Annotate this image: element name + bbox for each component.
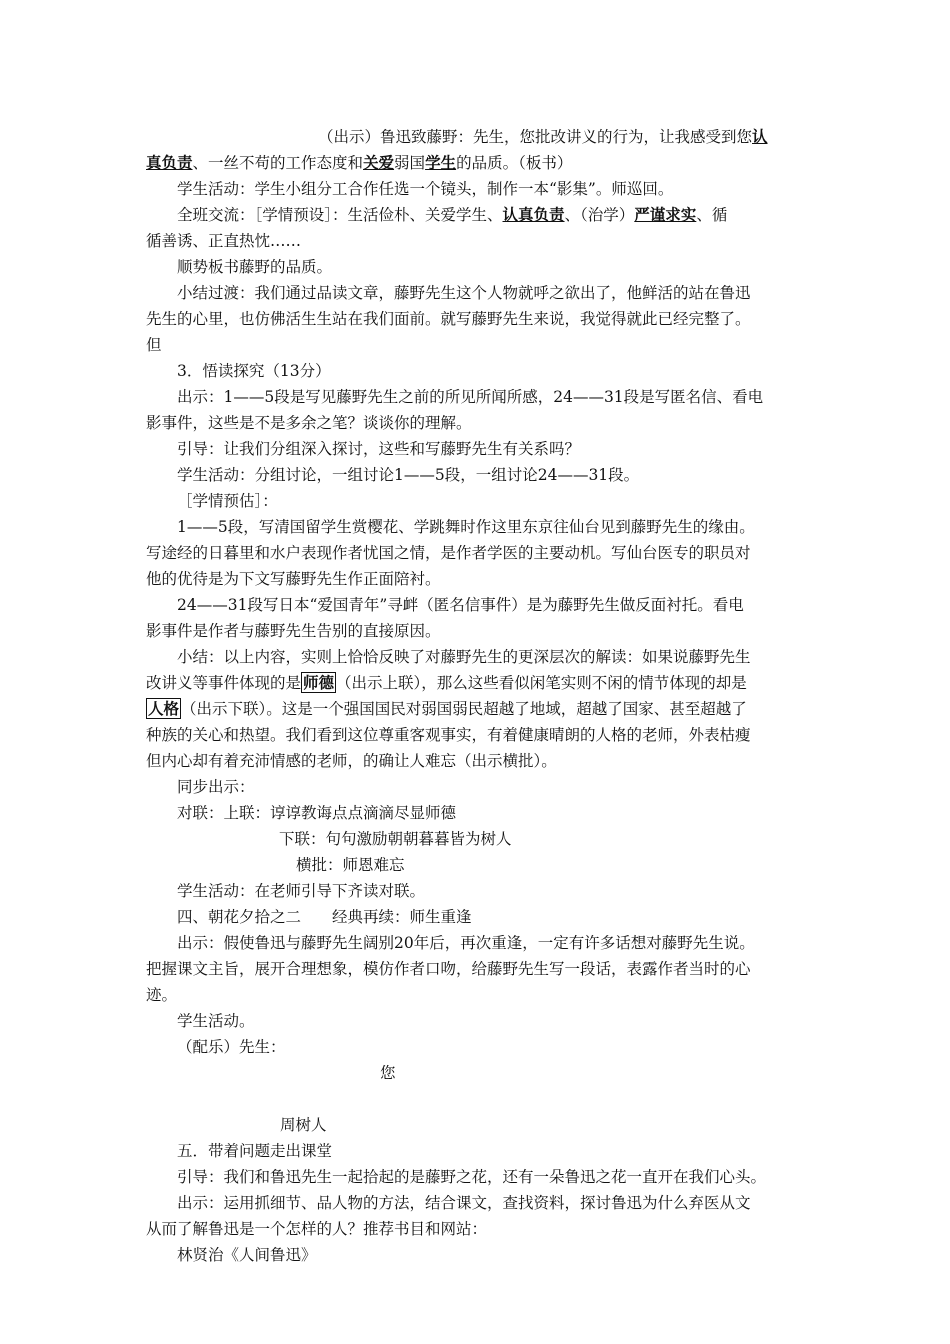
text-line: 您 <box>380 1064 396 1082</box>
text-line: 引导：我们和鲁迅先生一起拾起的是藤野之花，还有一朵鲁迅之花一直开在我们心头。 <box>177 1168 767 1186</box>
couplet-horizontal: 横批：师恩难忘 <box>296 856 405 874</box>
text-line: 迹。 <box>146 986 178 1004</box>
text-line: 全班交流：［学情预设］：生活俭朴、关爱学生、认真负责、（治学）严谨求实、循 <box>177 205 728 224</box>
emphasis-text: 学生 <box>425 153 457 172</box>
text-line: （出示）鲁迅致藤野：先生，您批改讲义的行为，让我感受到您认 <box>318 127 768 146</box>
signature-text: 周树人 <box>280 1116 327 1134</box>
text-line: 真负责、一丝不苟的工作态度和关爱弱国学生的品质。（板书） <box>146 153 573 172</box>
section-heading: 五．带着问题走出课堂 <box>177 1142 333 1160</box>
text-line: 出示：假使鲁迅与藤野先生阔别20年后，再次重逢，一定有许多话想对藤野先生说。 <box>177 934 755 952</box>
boxed-keyword: 人格 <box>148 699 180 718</box>
text-line: 学生活动：分组讨论，一组讨论1——5段，一组讨论24——31段。 <box>177 466 640 484</box>
text-line: 出示：运用抓细节、品人物的方法，结合课文，查找资料，探讨鲁迅为什么弃医从文 <box>177 1194 751 1212</box>
text-line: 顺势板书藤野的品质。 <box>177 258 333 276</box>
text-line: 同步出示： <box>177 778 255 796</box>
text-line: 人格 （出示下联）。这是一个强国国民对弱国弱民超越了地域，超越了国家、甚至超越了 <box>148 699 747 718</box>
text-line: 但 <box>146 336 162 354</box>
emphasis-text: 真负责 <box>146 153 193 172</box>
text-line: 出示：1——5段是写见藤野先生之前的所见所闻所感，24——31段是写匿名信、看电 <box>177 388 764 406</box>
text-line: 循善诱、正直热忱…… <box>146 232 302 250</box>
text-line: 学生活动：学生小组分工合作任选一个镜头，制作一本“影集”。师巡回。 <box>177 180 674 198</box>
text-line: 小结：以上内容，实则上恰恰反映了对藤野先生的更深层次的解读：如果说藤野先生 <box>177 648 751 666</box>
text-line: 写途经的日暮里和水户表现作者忧国之情，是作者学医的主要动机。写仙台医专的职员对 <box>146 544 751 562</box>
text-line: 引导：让我们分组深入探讨，这些和写藤野先生有关系吗？ <box>177 440 581 458</box>
text-line: 种族的关心和热望。我们看到这位尊重客观事实，有着健康晴朗的人格的老师，外表枯瘦 <box>146 726 751 744</box>
couplet-upper: 对联：上联：谆谆教诲点点滴滴尽显师德 <box>177 804 457 822</box>
text-line: 影事件是作者与藤野先生告别的直接原因。 <box>146 622 441 640</box>
text-line: 把握课文主旨，展开合理想象，模仿作者口吻，给藤野先生写一段话，表露作者当时的心 <box>146 960 751 978</box>
text-line: 学生活动：在老师引导下齐读对联。 <box>177 882 426 900</box>
section-heading: 四、朝花夕拾之二 经典再续：师生重逢 <box>177 908 472 926</box>
text-line: 1——5段，写清国留学生赏樱花、学跳舞时作这里东京往仙台见到藤野先生的缘由。 <box>177 518 755 536</box>
text-line: 小结过渡：我们通过品读文章，藤野先生这个人物就呼之欲出了，他鲜活的站在鲁迅 <box>177 284 751 302</box>
emphasis-text: 严谨求实 <box>634 205 697 224</box>
emphasis-text: 关爱 <box>363 153 395 172</box>
text-line: 改讲义等事件体现的是 师德 （出示上联），那么这些看似闲笔实则不闲的情节体现的却是 <box>146 673 747 692</box>
text-line: 但内心却有着充沛情感的老师，的确让人难忘（出示横批）。 <box>146 752 557 770</box>
section-heading: 3．悟读探究（13分） <box>177 362 331 380</box>
couplet-lower: 下联：句句激励朝朝暮暮皆为树人 <box>279 830 512 848</box>
text-line: ［学情预估］： <box>177 492 278 510</box>
emphasis-text: 认真负责 <box>502 205 565 224</box>
emphasis-text: 认 <box>752 127 768 146</box>
text-line: 先生的心里，也仿佛活生生站在我们面前。就写藤野先生来说，我觉得就此已经完整了。 <box>146 310 751 328</box>
text-line: 学生活动。 <box>177 1012 255 1030</box>
text-line: 影事件，这些是不是多余之笔？谈谈你的理解。 <box>146 414 472 432</box>
text-line: （配乐）先生： <box>177 1038 286 1056</box>
text-line: 他的优待是为下文写藤野先生作正面陪衬。 <box>146 570 441 588</box>
text-line: 林贤治《人间鲁迅》 <box>177 1246 317 1264</box>
text-line: 从而了解鲁迅是一个怎样的人？推荐书目和网站： <box>146 1220 488 1238</box>
boxed-keyword: 师德 <box>303 673 335 692</box>
text-line: 24——31段写日本“爱国青年”寻衅（匿名信事件）是为藤野先生做反面衬托。看电 <box>177 596 744 614</box>
